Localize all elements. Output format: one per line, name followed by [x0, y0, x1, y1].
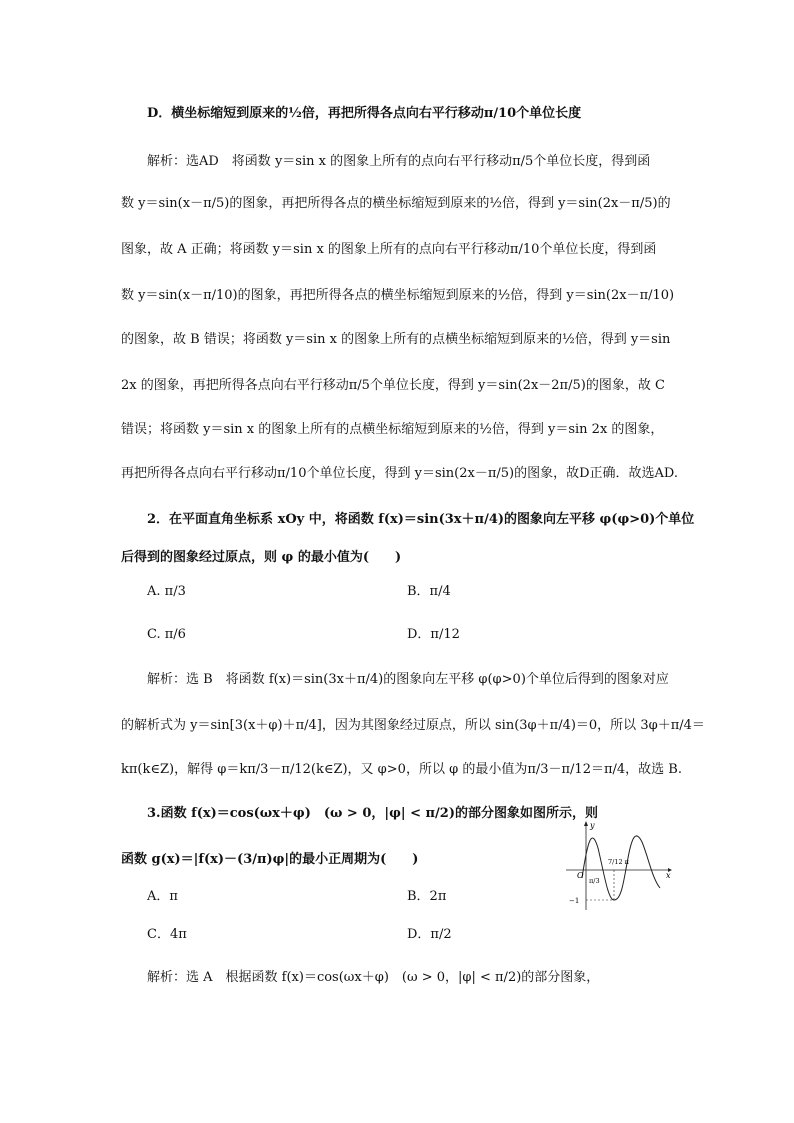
- text-line-l1: 解析：选AD 将函数 y＝sin x 的图象上所有的点向右平行移动π/5个单位长度，得到函: [147, 154, 651, 169]
- option-q2d: D．π/12: [407, 627, 460, 642]
- text-line-l16: 解析：选 A 根据函数 f(x)＝cos(ωx＋φ) (ω > 0，|φ| < π/2)的部分图象，: [147, 970, 600, 985]
- text-line-l13: kπ(k∈Z)，解得 φ＝kπ/3－π/12(k∈Z)，又 φ>0，所以 φ 的最小值为π/3－π/12＝π/4，故选 B.: [121, 762, 682, 777]
- option-q3a: A．π: [147, 889, 178, 904]
- x-axis-label: x: [666, 871, 671, 880]
- text-line-l7: 错误；将函数 y＝sin x 的图象上所有的点横坐标缩短到原来的½倍，得到 y＝sin 2x 的图象，: [121, 422, 664, 437]
- tick-7pi12-label: 7/12 π: [608, 858, 629, 866]
- option-q3c: C．4π: [147, 927, 187, 942]
- text-line-l6: 2x 的图象，再把所得各点向右平行移动π/5个单位长度，得到 y＝sin(2x－2π/5)的图象，故 C: [121, 378, 665, 393]
- text-line-l3: 图象，故 A 正确；将函数 y＝sin x 的图象上所有的点向右平行移动π/10个单位长度，得到函: [121, 242, 657, 257]
- text-line-l9: 2．在平面直角坐标系 xOy 中，将函数 f(x)＝sin(3x＋π/4)的图象向左平移 φ(φ>0)个单位: [147, 512, 695, 527]
- option-q2c: C. π/6: [147, 627, 186, 642]
- text-line-l14: 3.函数 f(x)＝cos(ωx＋φ) (ω > 0，|φ| < π/2)的部分图象如图所示，则: [147, 806, 598, 821]
- neg-one-label: −1: [569, 897, 580, 905]
- text-line-l10: 后得到的图象经过原点，则 φ 的最小值为( ): [121, 550, 402, 565]
- cosine-curve: [582, 836, 660, 900]
- text-line-l0: D．横坐标缩短到原来的½倍，再把所得各点向右平行移动π/10个单位长度: [147, 106, 582, 121]
- text-line-l12: 的解析式为 y＝sin[3(x＋φ)＋π/4]，因为其图象经过原点，所以 sin(3φ＋π/4)＝0，所以 3φ＋π/4＝: [121, 718, 705, 733]
- text-line-l15: 函数 g(x)＝|f(x)－(3/π)φ|的最小正周期为( ): [121, 852, 419, 867]
- text-line-l4: 数 y＝sin(x－π/10)的图象，再把所得各点的横坐标缩短到原来的½倍，得到 y＝sin(2x－π/10): [121, 288, 675, 303]
- y-axis-arrow: [584, 821, 588, 826]
- cosine-graph-figure: [556, 818, 674, 914]
- text-line-l11: 解析：选 B 将函数 f(x)＝sin(3x＋π/4)的图象向左平移 φ(φ>0)个单位后得到的图象对应: [147, 672, 669, 687]
- option-q2a: A. π/3: [147, 584, 186, 599]
- origin-label: O: [577, 871, 584, 880]
- text-line-l2: 数 y＝sin(x－π/5)的图象，再把所得各点的横坐标缩短到原来的½倍，得到 y＝sin(2x－π/5)的: [121, 196, 671, 211]
- y-axis-label: y: [590, 821, 595, 830]
- option-q2b: B．π/4: [407, 584, 451, 599]
- text-line-l8: 再把所得各点向右平行移动π/10个单位长度，得到 y＝sin(2x－π/5)的图象，故D正确．故选AD.: [121, 466, 678, 481]
- tick-pi3-label: π/3: [589, 877, 600, 885]
- option-q3d: D．π/2: [407, 927, 452, 942]
- option-q3b: B．2π: [407, 889, 447, 904]
- text-line-l5: 的图象，故 B 错误；将函数 y＝sin x 的图象上所有的点横坐标缩短到原来的½倍，得到 y＝sin: [121, 332, 671, 347]
